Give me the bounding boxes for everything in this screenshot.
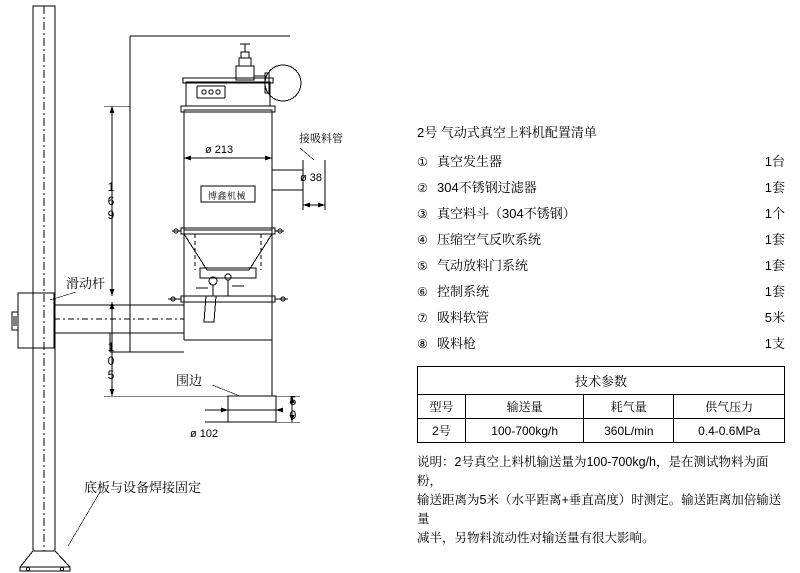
label-diameter-213: ø 213 <box>205 144 234 156</box>
config-item-number: ⑦ <box>417 311 428 325</box>
note-line-2: 输送距离为5米（水平距离+垂直高度）时测定。输送距离加倍输送量 <box>417 493 782 526</box>
config-item-name: 真空料斗（304不锈钢） <box>437 206 576 221</box>
config-item <box>417 307 785 326</box>
dimension-105: 105 <box>104 340 118 382</box>
config-item <box>417 333 785 352</box>
config-item-qty: 1套 <box>764 232 785 247</box>
config-item-qty: 1套 <box>764 180 785 195</box>
label-suction-pipe: 接吸料管 <box>299 133 343 145</box>
cell-model: 2号 <box>418 419 466 443</box>
config-list <box>417 151 785 352</box>
config-item-name: 吸料软管 <box>437 310 490 325</box>
config-item-qty: 1支 <box>764 336 785 351</box>
brand-plate-label: 博鑫机械 <box>208 191 247 201</box>
dimension-50: 50 <box>286 394 300 422</box>
note-block <box>417 453 785 548</box>
specification-panel <box>417 122 785 548</box>
config-item <box>417 229 785 248</box>
config-list-title: 2号 气动式真空上料机配置清单 <box>417 125 597 140</box>
dimension-169: 169 <box>104 180 118 222</box>
label-skirt: 围边 <box>176 373 203 388</box>
config-item-qty: 1台 <box>764 154 785 169</box>
config-item <box>417 281 785 300</box>
note-line-1: 说明：2号真空上料机输送量为100-700kg/h，是在测试物料为面粉， <box>417 455 769 488</box>
note-line-3: 减半，另物料流动性对输送量有很大影响。 <box>417 531 655 545</box>
table-caption: 技术参数 <box>418 367 785 395</box>
config-item-name: 压缩空气反吹系统 <box>437 232 542 247</box>
config-item-qty: 1个 <box>764 206 785 221</box>
config-item-number: ④ <box>417 233 428 247</box>
config-item-number: ⑧ <box>417 337 428 351</box>
technical-parameters-table <box>417 366 785 443</box>
config-item <box>417 255 785 274</box>
config-item-name: 吸料枪 <box>437 336 477 351</box>
table-header-row <box>418 395 785 419</box>
label-diameter-102: ø 102 <box>190 428 219 440</box>
config-item-name: 真空发生器 <box>437 154 503 169</box>
table-caption-row <box>418 367 785 395</box>
config-item-name: 气动放料门系统 <box>437 258 529 273</box>
config-item-qty: 5米 <box>764 310 785 325</box>
config-item <box>417 177 785 196</box>
config-item-name: 304不锈钢过滤器 <box>437 180 537 195</box>
label-slide-rod: 滑动杆 <box>66 276 106 291</box>
table-row <box>418 419 785 443</box>
column-header-air-pressure: 供气压力 <box>674 395 785 419</box>
column-header-model: 型号 <box>418 395 466 419</box>
config-item-qty: 1套 <box>764 284 785 299</box>
label-diameter-38: ø 38 <box>300 172 323 184</box>
config-item-name: 控制系统 <box>437 284 490 299</box>
cell-capacity: 100-700kg/h <box>465 419 583 443</box>
config-item-number: ⑥ <box>417 285 428 299</box>
cell-air-pressure: 0.4-0.6MPa <box>674 419 785 443</box>
column-header-air-consumption: 耗气量 <box>584 395 674 419</box>
label-base-weld: 底板与设备焊接固定 <box>84 480 202 495</box>
column-header-capacity: 输送量 <box>465 395 583 419</box>
config-item-number: ② <box>417 181 428 195</box>
config-item <box>417 151 785 170</box>
config-item-number: ③ <box>417 207 428 221</box>
config-item-qty: 1套 <box>764 258 785 273</box>
config-item-number: ⑤ <box>417 259 428 273</box>
config-item <box>417 203 785 222</box>
cell-air-consumption: 360L/min <box>584 419 674 443</box>
config-item-number: ① <box>417 155 428 169</box>
